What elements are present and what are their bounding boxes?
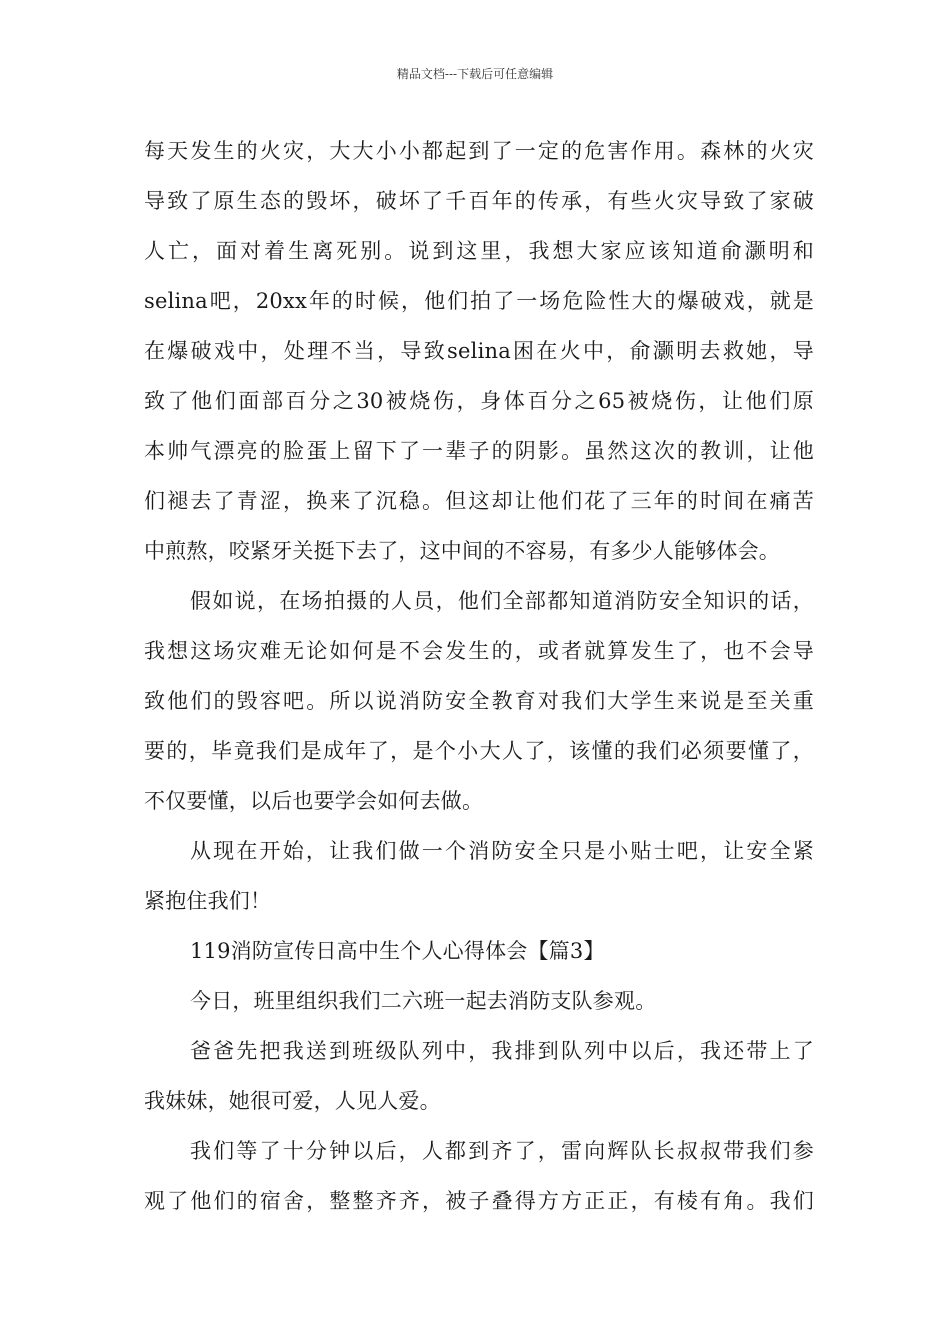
text-line: 们褪去了青涩，换来了沉稳。但这却让他们花了三年的时间在痛苦 bbox=[144, 489, 814, 513]
text-line: 我想这场灾难无论如何是不会发生的，或者就算发生了，也不会导 bbox=[144, 639, 814, 663]
text-line: 致他们的毁容吧。所以说消防安全教育对我们大学生来说是至关重 bbox=[144, 689, 814, 713]
text-line: 假如说，在场拍摄的人员，他们全部都知道消防安全知识的话， bbox=[190, 589, 814, 613]
text-line: 每天发生的火灾，大大小小都起到了一定的危害作用。森林的火灾 bbox=[144, 139, 814, 163]
text-line: 不仅要懂，以后也要学会如何去做。 bbox=[144, 789, 484, 813]
text-line: 中煎熬，咬紧牙关挺下去了，这中间的不容易，有多少人能够体会。 bbox=[144, 539, 780, 563]
text-line: 从现在开始，让我们做一个消防安全只是小贴士吧，让安全紧 bbox=[190, 839, 814, 863]
text-line: selina吧，20xx年的时候，他们拍了一场危险性大的爆破戏，就是 bbox=[144, 289, 814, 313]
section-heading: 119消防宣传日高中生个人心得体会【篇3】 bbox=[190, 939, 605, 963]
text-line: 紧抱住我们！ bbox=[144, 889, 272, 913]
text-line: 今日，班里组织我们二六班一起去消防支队参观。 bbox=[190, 989, 657, 1013]
text-line: 我们等了十分钟以后，人都到齐了，雷向辉队长叔叔带我们参 bbox=[190, 1139, 814, 1163]
page-header: 精品文档---下载后可任意编辑 bbox=[396, 67, 554, 81]
text-line: 在爆破戏中，处理不当，导致selina困在火中，俞灏明去救她，导 bbox=[144, 339, 814, 363]
text-line: 人亡，面对着生离死别。说到这里，我想大家应该知道俞灏明和 bbox=[144, 239, 814, 263]
text-line: 观了他们的宿舍，整整齐齐，被子叠得方方正正，有棱有角。我们 bbox=[144, 1189, 814, 1213]
text-line: 本帅气漂亮的脸蛋上留下了一辈子的阴影。虽然这次的教训，让他 bbox=[144, 439, 814, 463]
text-line: 我妹妹，她很可爱，人见人爱。 bbox=[144, 1089, 441, 1113]
document-body bbox=[144, 126, 814, 1226]
text-line: 要的，毕竟我们是成年了，是个小大人了，该懂的我们必须要懂了， bbox=[144, 739, 814, 763]
text-line: 爸爸先把我送到班级队列中，我排到队列中以后，我还带上了 bbox=[190, 1039, 814, 1063]
text-line: 致了他们面部百分之30被烧伤，身体百分之65被烧伤，让他们原 bbox=[144, 389, 814, 413]
text-line: 导致了原生态的毁坏，破坏了千百年的传承，有些火灾导致了家破 bbox=[144, 189, 814, 213]
